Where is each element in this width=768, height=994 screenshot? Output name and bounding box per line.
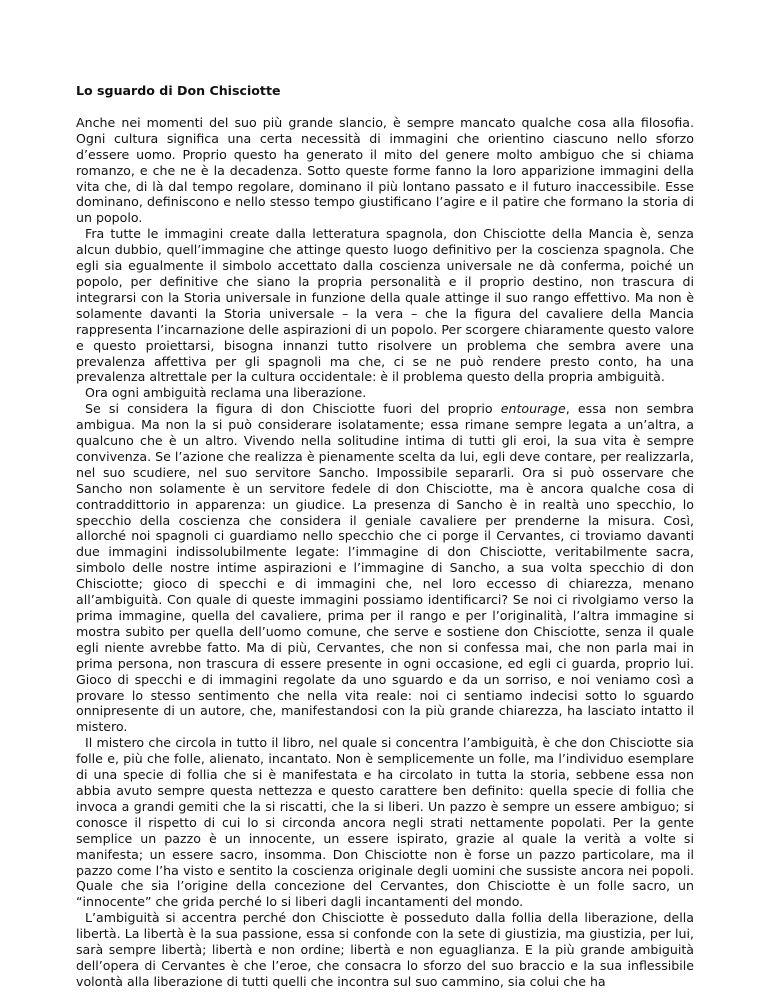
document-title: Lo sguardo di Don Chisciotte — [76, 83, 281, 98]
paragraph-4-text-end: , essa non sembra ambigua. Ma non la si può considerare isolatamente; essa rimane sempre legata a un’altra, a qualcuno che è un altro. Vivendo nella solitudine intima di tutti gli eroi, la sua vita è sempre convivenza. Se l’azione che realizza è pienamente scelta da lui, egli deve contare, per realizzarla, nel suo scudiere, nel suo servitore Sancho. Impossibile separarli. Ora si può osservare che Sancho non solamente è un servitore fedele di don Chisciotte, ma è ancora qualche cosa di contraddittorio in apparenza: un giudice. La presenza di Sancho è in realtà uno specchio, lo specchio della coscienza che considera il geniale cavaliere per prenderne la misura. Così, allorché noi spagnoli ci guardiamo nello specchio che ci porge il Cervantes, ci troviamo davanti due immagini indissolubilmente legate: l’immagine di don Chisciotte, veritabilmente sacra, simbolo delle nostre intime aspirazioni e l’immagine di Sancho, a sua volta specchio di don Chisciotte; gioco di specchi e di immagini che, nel loro eccesso di chiarezza, menano all’ambiguità. Con quale di queste immagini possiamo identificarci? Se noi ci rivolgiamo verso la prima immagine, quella del cavaliere, prima per il rango e per l’originalità, l’altra immagine si mostra subito per quella dell’uomo comune, che serve e sostiene don Chisciotte, senza il quale egli niente avrebbe fatto. Ma di più, Cervantes, che non si confessa mai, che non parla mai in prima persona, non trascura di essere presente in ogni occasione, ed egli ci guarda, proprio lui. Gioco di specchi e di immagini regolate da uno sguardo e da un sorriso, e noi veniamo così a provare lo stesso sentimento che nella vita reale: noi ci sentiamo indecisi sotto lo sguardo onnipresente di un autore, che, manifestandosi con la più grande chiarezza, ha lasciato intatto il mistero. — [76, 401, 694, 735]
paragraph-4-italic-term: entourage — [500, 401, 566, 417]
paragraph-5: Il mistero che circola in tutto il libro, nel quale si concentra l’ambiguità, è che don Chisciotte sia folle e, più che folle, alienato, incantato. Non è semplicemente un folle, ma l’individuo esemplare di una specie di follia che si è manifestata e ha circolato in tutta la storia, sebbene essa non abbia avuto sempre questa nettezza e questo carattere ben definito: quella specie di follia che invoca a grandi gemiti che la si riscatti, che la si liberi. Un pazzo è sempre un essere ambiguo; si conosce il rispetto di cui lo si circonda ancora negli strati nettamente popolati. Per la gente semplice un pazzo è un innocente, un essere ispirato, grazie al quale la verità a volte si manifesta; un essere sacro, insomma. Don Chisciotte non è forse un pazzo particolare, ma il pazzo come l’ha visto e sentito la coscienza originale degli uomini che sussiste ancora nei popoli. Quale che sia l’origine della concezione del Cervantes, don Chisciotte è un folle sacro, un “innocente” che grida perché lo si liberi dagli incantamenti del mondo. — [76, 735, 694, 910]
paragraph-2: Fra tutte le immagini create dalla letteratura spagnola, don Chisciotte della Mancia è, senza alcun dubbio, quell’immagine che attinge questo luogo definitivo per la coscienza spagnola. Che egli sia egualmente il simbolo accettato dalla coscienza universale ne dà conferma, poiché un popolo, per definitive che siano la propria personalità e il proprio destino, non trascura di integrarsi con la Storia universale in funzione della quale attinge il suo rango effettivo. Ma non è solamente davanti la Storia universale – la vera – che la figura del cavaliere della Mancia rappresenta l’incarnazione delle aspirazioni di un popolo. Per scorgere chiaramente questo valore e questo proiettarsi, bisogna innanzi tutto risolvere un problema che sembra avere una prevalenza affettiva per gli spagnoli ma che, ci se ne può rendere presto conto, ha una prevalenza altrettale per la cultura occidentale: è il problema questo della propria ambiguità. — [76, 226, 694, 385]
document-page — [76, 83, 694, 990]
paragraph-4-text-start: Se si considera la figura di don Chisciotte fuori del proprio — [85, 401, 501, 417]
paragraph-3: Ora ogni ambiguità reclama una liberazione. — [85, 385, 367, 401]
paragraph-4 — [76, 401, 694, 735]
paragraph-6: L’ambiguità si accentra perché don Chisciotte è posseduto dalla follia della liberazione, della libertà. La libertà è la sua passione, essa si confonde con la sete di giustizia, ma giustizia, per lui, sarà sempre libertà; libertà e non ordine; libertà e non eguaglianza. E la più grande ambiguità dell’opera di Cervantes è che l’eroe, che consacra lo sforzo del suo braccio e la sua inflessibile volontà alla liberazione di tutti quelli che incontra sul suo cammino, sia colui che ha — [76, 910, 694, 989]
paragraph-1: Anche nei momenti del suo più grande slancio, è sempre mancato qualche cosa alla filosofia. Ogni cultura significa una certa necessità di immagini che orientino ciascuno nello sforzo d’essere uomo. Proprio questo ha generato il mito del genere molto ambiguo che si chiama romanzo, e che ne è la decadenza. Sotto queste forme fanno la loro apparizione immagini della vita che, di là dal tempo regolare, dominano il più lontano passato e il futuro inaccessibile. Esse dominano, definiscono e nello stesso tempo giustificano l’agire e il patire che formano la storia di un popolo. — [76, 114, 694, 226]
